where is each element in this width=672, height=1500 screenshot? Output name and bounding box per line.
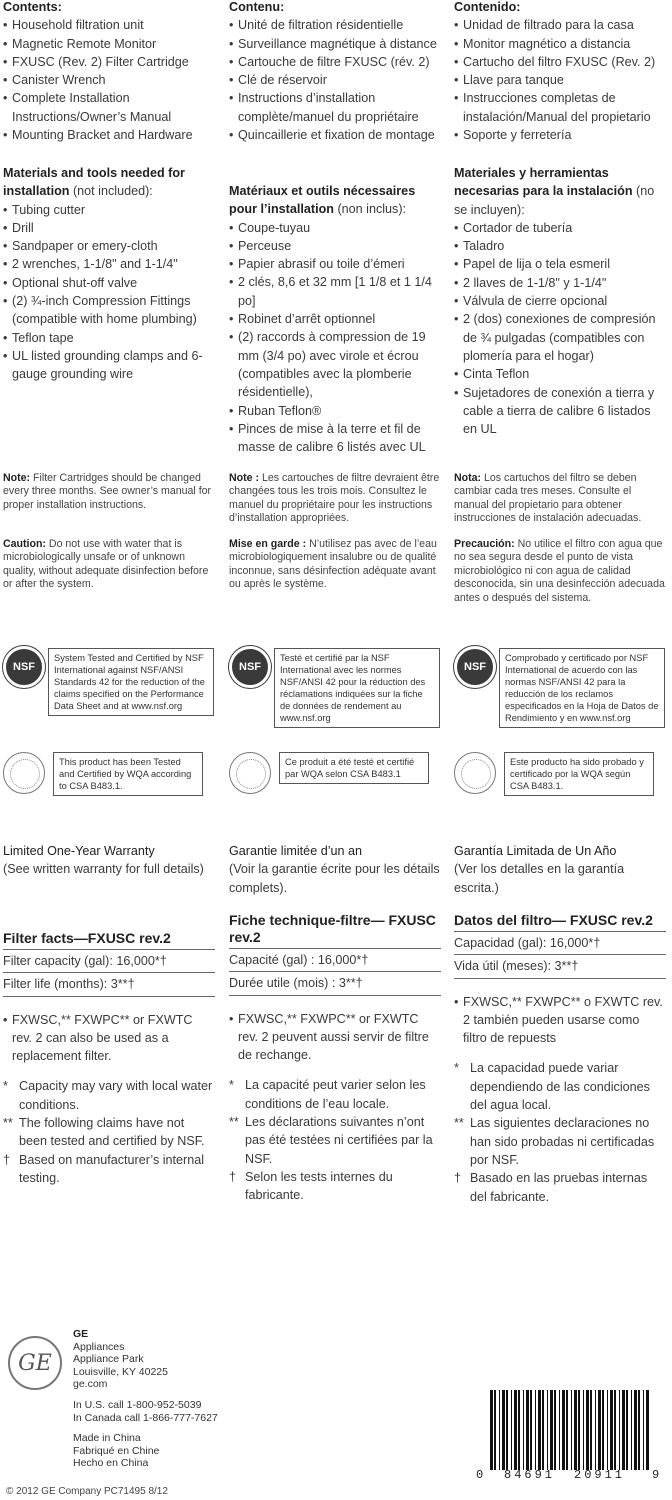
made-in-es: Hecho en China [73, 1457, 149, 1470]
made-in-fr: Fabriqué en Chine [73, 1444, 160, 1457]
wqa-certification-box: Ce produit a été testé et certifié par WQA selon CSA B483.1 [279, 752, 429, 784]
contents-section [3, 0, 215, 144]
contents-item: • Mounting Bracket and Hardware [3, 126, 215, 144]
footnotes [454, 1059, 666, 1205]
wqa-seal-icon [454, 752, 496, 794]
barcode-bar [571, 1390, 572, 1470]
materials-item: • Drill [3, 219, 215, 237]
contents-item: • Complete Installation Instructions/Owner’s Manual [3, 89, 215, 126]
contents-item: • Soporte y ferretería [454, 126, 666, 144]
materials-title: Materials and tools needed for installation [3, 166, 185, 199]
materials-item: • (2) ¾-inch Compression Fittings (compatible with home plumbing) [3, 292, 215, 329]
caution-text: N’utilisez pas avec de l’eau microbiologiquement insalubre ou de qualité inconnue, sans désinfection adéquate avant ou après le système. [229, 538, 437, 591]
divider [3, 949, 215, 950]
barcode-bar [574, 1390, 577, 1470]
footnote-text: Based on manufacturer’s internal testing. [19, 1152, 205, 1185]
materials-note: (not included): [69, 184, 153, 199]
footnote [229, 1113, 441, 1168]
caution-label: Precaución: [454, 538, 515, 550]
materials-heading [454, 164, 666, 219]
barcode-bars-icon [490, 1390, 650, 1470]
nsf-certification-box: Testé et certifié par la NSF International avec les normes NSF/ANSI 42 pour la réduction des réclamations indiquées sur la fiche de données de rendement au www.nsf.org [274, 648, 440, 728]
filter-capacity: Capacité (gal) : 16,000*† [229, 953, 369, 967]
divider [454, 978, 666, 979]
replacement-item: • FXWSC,** FXWPC** o FXWTC rev. 2 también pueden usarse como filtro de repuests [454, 993, 666, 1048]
filter-life: Durée utile (mois) : 3**† [229, 976, 363, 991]
divider [454, 954, 666, 955]
barcode-bar [494, 1390, 496, 1470]
materials-list [229, 219, 441, 457]
filter-capacity: Capacidad (gal): 16,000*† [454, 936, 601, 950]
contents-item: • Quincaillerie et fixation de montage [229, 126, 441, 144]
materials-note: (non inclus): [333, 202, 407, 217]
materials-item: • 2 llaves de 1-1/8" y 1-1/4" [454, 274, 666, 292]
nsf-logo-icon: NSF [3, 646, 45, 688]
contents-list [3, 16, 215, 144]
materials-item: • Teflon tape [3, 329, 215, 347]
barcode-bar [514, 1390, 517, 1470]
materials-note: (no se incluyen): [454, 184, 655, 217]
materials-item: • Tubing cutter [3, 201, 215, 219]
filter-life: Filter life (months): 3**† [3, 977, 135, 992]
footnote [229, 1168, 441, 1205]
filter-facts-section [454, 912, 666, 1206]
barcode-bar [535, 1390, 536, 1470]
contents-item: • Unidad de filtrado para la casa [454, 16, 666, 34]
footnote [454, 1169, 666, 1206]
address-line: Appliances [73, 1340, 125, 1353]
barcode-bar [530, 1390, 532, 1470]
contents-item: • Canister Wrench [3, 71, 215, 89]
filter-capacity: Filter capacity (gal): 16,000*† [3, 954, 167, 968]
barcode-bar [643, 1390, 644, 1470]
contents-section [454, 0, 666, 144]
materials-item: • Optional shut-off valve [3, 274, 215, 292]
footnote [3, 1151, 215, 1188]
materials-item: • 2 clés, 8,6 et 32 mm [1 1/8 et 1 1/4 po] [229, 273, 441, 310]
contents-title: Contenu: [229, 0, 285, 14]
note-label: Note: [3, 472, 31, 484]
barcode-bar [619, 1390, 620, 1470]
barcode-bar [626, 1390, 628, 1470]
footnote-mark: * [454, 1061, 459, 1076]
contents-item: • FXUSC (Rev. 2) Filter Cartridge [3, 53, 215, 71]
caution-block [3, 538, 215, 592]
footnote-mark: † [3, 1152, 11, 1167]
barcode-bar [499, 1390, 500, 1470]
caution-text: Do not use with water that is microbiologically unsafe or of unknown quality, without adequate disinfection before or after the system. [3, 538, 209, 591]
materials-item: • Taladro [454, 237, 666, 255]
contents-item: • Household filtration unit [3, 16, 215, 34]
wqa-certification-box: This product has been Tested and Certified by WQA according to CSA B483.1. [53, 752, 203, 796]
note-block [454, 472, 666, 526]
barcode-bar [622, 1390, 625, 1470]
materials-title: Matériaux et outils nécessaires pour l’installation [229, 184, 416, 217]
barcode-bar [586, 1390, 589, 1470]
divider [3, 996, 215, 997]
contents-item: • Clé de réservoir [229, 71, 441, 89]
contents-item: • Surveillance magnétique à distance [229, 35, 441, 53]
copyright: © 2012 GE Company PC71495 8/12 [6, 1486, 168, 1497]
wqa-certification-box: Este producto ha sido probado y certificado por la WQA según CSA B483.1. [504, 752, 654, 796]
divider [229, 948, 441, 949]
phone-canada: In Canada call 1-866-777-7627 [73, 1411, 218, 1424]
materials-list [3, 201, 215, 384]
contents-item: • Unité de filtration résidentielle [229, 16, 441, 34]
materials-item: • Papel de lija o tela esmeril [454, 255, 666, 273]
ge-logo-icon: GE [8, 1336, 62, 1390]
footnote [229, 1076, 441, 1113]
barcode-bar [502, 1390, 505, 1470]
barcode-bar [614, 1390, 616, 1470]
note-block [229, 472, 441, 526]
contents-item: • Cartucho del filtro FXUSC (Rev. 2) [454, 53, 666, 71]
filter-facts-title: Filter facts—FXUSC rev.2 [3, 930, 171, 946]
materials-item: • Cortador de tubería [454, 219, 666, 237]
materials-item: • 2 (dos) conexiones de compresión de ¾ pulgadas (compatibles con plomería para el hogar) [454, 310, 666, 365]
upc-barcode [476, 1390, 662, 1482]
warranty-subtitle: (See written warranty for full details) [3, 862, 204, 877]
note-block [3, 472, 215, 512]
materials-item: • Coupe-tuyau [229, 219, 441, 237]
footnote-mark: † [229, 1169, 237, 1184]
barcode-bar [578, 1390, 580, 1470]
footnote-mark: ** [3, 1116, 13, 1131]
materials-item: • Perceuse [229, 237, 441, 255]
barcode-bar [490, 1390, 493, 1470]
replacement-item: • FXWSC,** FXWPC** or FXWTC rev. 2 peuvent aussi servir de filtre de rechange. [229, 1010, 441, 1065]
barcode-bar [526, 1390, 529, 1470]
barcode-bar [538, 1390, 541, 1470]
footnote-mark: * [3, 1079, 8, 1094]
footnote-mark: ** [229, 1115, 239, 1130]
footnote-mark: † [454, 1171, 462, 1186]
replacement-list [3, 1011, 215, 1066]
footnote-text: Las siguientes declaraciones no han sido probadas ni certificadas por NSF. [470, 1116, 655, 1167]
materials-item: • Cinta Teflon [454, 365, 666, 383]
replacement-item: • FXWSC,** FXWPC** or FXWTC rev. 2 can also be used as a replacement filter. [3, 1011, 215, 1066]
warranty-title: Garantía Limitada de Un Año [454, 844, 617, 858]
contents-list [454, 16, 666, 144]
footnotes [229, 1076, 441, 1204]
footnote [3, 1114, 215, 1151]
materials-heading [229, 182, 441, 219]
contents-item: • Instructions d’installation complète/manuel du propriétaire [229, 89, 441, 126]
replacement-list [454, 993, 666, 1048]
nsf-logo-icon: NSF [454, 646, 496, 688]
materials-section [454, 164, 666, 438]
contents-section [229, 0, 441, 144]
warranty-title: Limited One-Year Warranty [3, 844, 155, 858]
materials-item: • Papier abrasif ou toile d’émeri [229, 255, 441, 273]
barcode-bar [595, 1390, 596, 1470]
note-text: Filter Cartridges should be changed every three months. See owner’s manual for proper installation instructions. [3, 472, 212, 511]
barcode-bar [547, 1390, 548, 1470]
footnote-mark: * [229, 1078, 234, 1093]
warranty-section [229, 842, 441, 897]
barcode-bar [559, 1390, 560, 1470]
barcode-bar [634, 1390, 637, 1470]
footnote-text: La capacidad puede variar dependiendo de las condiciones del agua local. [470, 1061, 650, 1113]
contents-title: Contenido: [454, 0, 521, 14]
filter-facts-title: Fiche technique-filtre— FXUSC rev.2 [229, 912, 436, 945]
contents-item: • Monitor magnético a distancia [454, 35, 666, 53]
website: ge.com [73, 1378, 108, 1391]
footnote-text: La capacité peut varier selon les conditions de l’eau locale. [245, 1078, 426, 1111]
barcode-bar [598, 1390, 601, 1470]
note-label: Nota: [454, 472, 482, 484]
materials-item: • 2 wrenches, 1-1/8" and 1-1/4" [3, 255, 215, 273]
footnote [3, 1077, 215, 1114]
barcode-bar [602, 1390, 604, 1470]
footnote [454, 1059, 666, 1114]
contents-item: • Magnetic Remote Monitor [3, 35, 215, 53]
barcode-bar [523, 1390, 524, 1470]
replacement-list [229, 1010, 441, 1065]
caution-text: No utilice el filtro con agua que no sea segura desde el punto de vista microbiológico ni con agua de calidad desconocida, sin una desinfección adecuada antes o después del sistema. [454, 538, 665, 604]
barcode-digit-right: 9 [652, 1468, 660, 1482]
barcode-bar [646, 1390, 649, 1470]
company-name: GE [73, 1328, 89, 1340]
nsf-certification-box: System Tested and Certified by NSF International against NSF/ANSI Standards 42 for the reduction of the claims specified on the Performance Data Sheet and at www.nsf.org [48, 648, 214, 716]
footnotes [3, 1077, 215, 1187]
barcode-bar [583, 1390, 584, 1470]
note-text: Les cartouches de filtre devraient être changées tous les trois mois. Consultez le manuel du propriétaire pour les instructions d’installation appropriées. [229, 472, 440, 525]
filter-facts-section [229, 912, 441, 1205]
warranty-section [3, 842, 215, 879]
barcode-bar [518, 1390, 520, 1470]
barcode-bar [590, 1390, 592, 1470]
caution-block [229, 538, 441, 592]
contents-item: • Cartouche de filtre FXUSC (rév. 2) [229, 53, 441, 71]
caution-label: Caution: [3, 538, 46, 550]
materials-section [229, 182, 441, 456]
barcode-digit-left: 0 [476, 1468, 484, 1482]
address-line: Louisville, KY 40225 [73, 1365, 168, 1378]
materials-item: • (2) raccords à compression de 19 mm (3/4 po) avec virole et écrou (compatibles avec la plomberie résidentielle), [229, 328, 441, 401]
filter-facts-title: Datos del filtro— FXUSC rev.2 [454, 912, 653, 928]
barcode-bar [631, 1390, 632, 1470]
footnote [454, 1114, 666, 1169]
barcode-bar [607, 1390, 608, 1470]
materials-item: • Ruban Teflon® [229, 402, 441, 420]
barcode-group-1: 84691 [504, 1468, 556, 1482]
divider [229, 971, 441, 972]
footnote-text: The following claims have not been tested and certified by NSF. [19, 1116, 205, 1149]
barcode-group-2: 20911 [574, 1468, 626, 1482]
materials-item: • Sujetadores de conexión a tierra y cable a tierra de calibre 6 listados en UL [454, 384, 666, 439]
materials-list [454, 219, 666, 439]
barcode-bar [638, 1390, 640, 1470]
barcode-bar [554, 1390, 556, 1470]
contents-item: • Instrucciones completas de instalación/Manual del propietario [454, 89, 666, 126]
warranty-subtitle: (Voir la garantie écrite pour les détails complets). [229, 862, 440, 895]
footnote-text: Les déclarations suivantes n’ont pas été testées ni certifiées par la NSF. [245, 1115, 433, 1166]
filter-facts-section [3, 930, 215, 1187]
nsf-logo-icon: NSF [229, 646, 271, 688]
materials-item: • Válvula de cierre opcional [454, 292, 666, 310]
note-label: Note : [229, 472, 260, 484]
filter-life: Vida útil (meses): 3**† [454, 959, 579, 974]
contents-list [229, 16, 441, 144]
made-in-en: Made in China [73, 1432, 141, 1445]
wqa-seal-icon [229, 752, 271, 794]
materials-item: • UL listed grounding clamps and 6-gauge grounding wire [3, 347, 215, 384]
warranty-subtitle: (Ver los detalles en la garantía escrita.) [454, 862, 625, 895]
barcode-bar [550, 1390, 553, 1470]
contents-item: • Llave para tanque [454, 71, 666, 89]
barcode-bar [542, 1390, 544, 1470]
note-text: Los cartuchos del filtro se deben cambiar cada tres meses. Consulte el manual del propietario para obtener instrucciones de instalación adecuadas. [454, 472, 642, 525]
materials-heading [3, 164, 215, 201]
materials-section [3, 164, 215, 384]
barcode-bar [566, 1390, 568, 1470]
barcode-bar [511, 1390, 512, 1470]
warranty-section [454, 842, 666, 897]
phone-us: In U.S. call 1-800-952-5039 [73, 1398, 202, 1411]
materials-item: • Robinet d’arrêt optionnel [229, 310, 441, 328]
materials-title: Materiales y herramientas necesarias para la instalación [454, 166, 633, 199]
contents-title: Contents: [3, 0, 62, 14]
company-address [73, 1328, 293, 1470]
barcode-bar [506, 1390, 508, 1470]
wqa-seal-icon [3, 752, 45, 794]
address-line: Appliance Park [73, 1353, 144, 1366]
footnote-text: Capacity may vary with local water conditions. [19, 1079, 213, 1112]
materials-item: • Sandpaper or emery-cloth [3, 237, 215, 255]
footnote-text: Basado en las pruebas internas del fabricante. [470, 1171, 648, 1204]
caution-block [454, 538, 666, 605]
barcode-bar [562, 1390, 565, 1470]
materials-item: • Pinces de mise à la terre et fil de masse de calibre 6 listés avec UL [229, 420, 441, 457]
warranty-title: Garantie limitée d’un an [229, 844, 363, 858]
caution-label: Mise en garde : [229, 538, 307, 550]
footnote-text: Selon les tests internes du fabricante. [245, 1169, 393, 1203]
divider [3, 972, 215, 973]
divider [454, 931, 666, 932]
nsf-certification-box: Comprobado y certificado por NSF International de acuerdo con las normas NSF/ANSI 42 para la reducción de los reclamos especificados en la Hoja de Datos de Rendimiento y en www.nsf.org [499, 648, 665, 728]
divider [229, 995, 441, 996]
barcode-bar [610, 1390, 613, 1470]
footnote-mark: ** [454, 1116, 464, 1131]
